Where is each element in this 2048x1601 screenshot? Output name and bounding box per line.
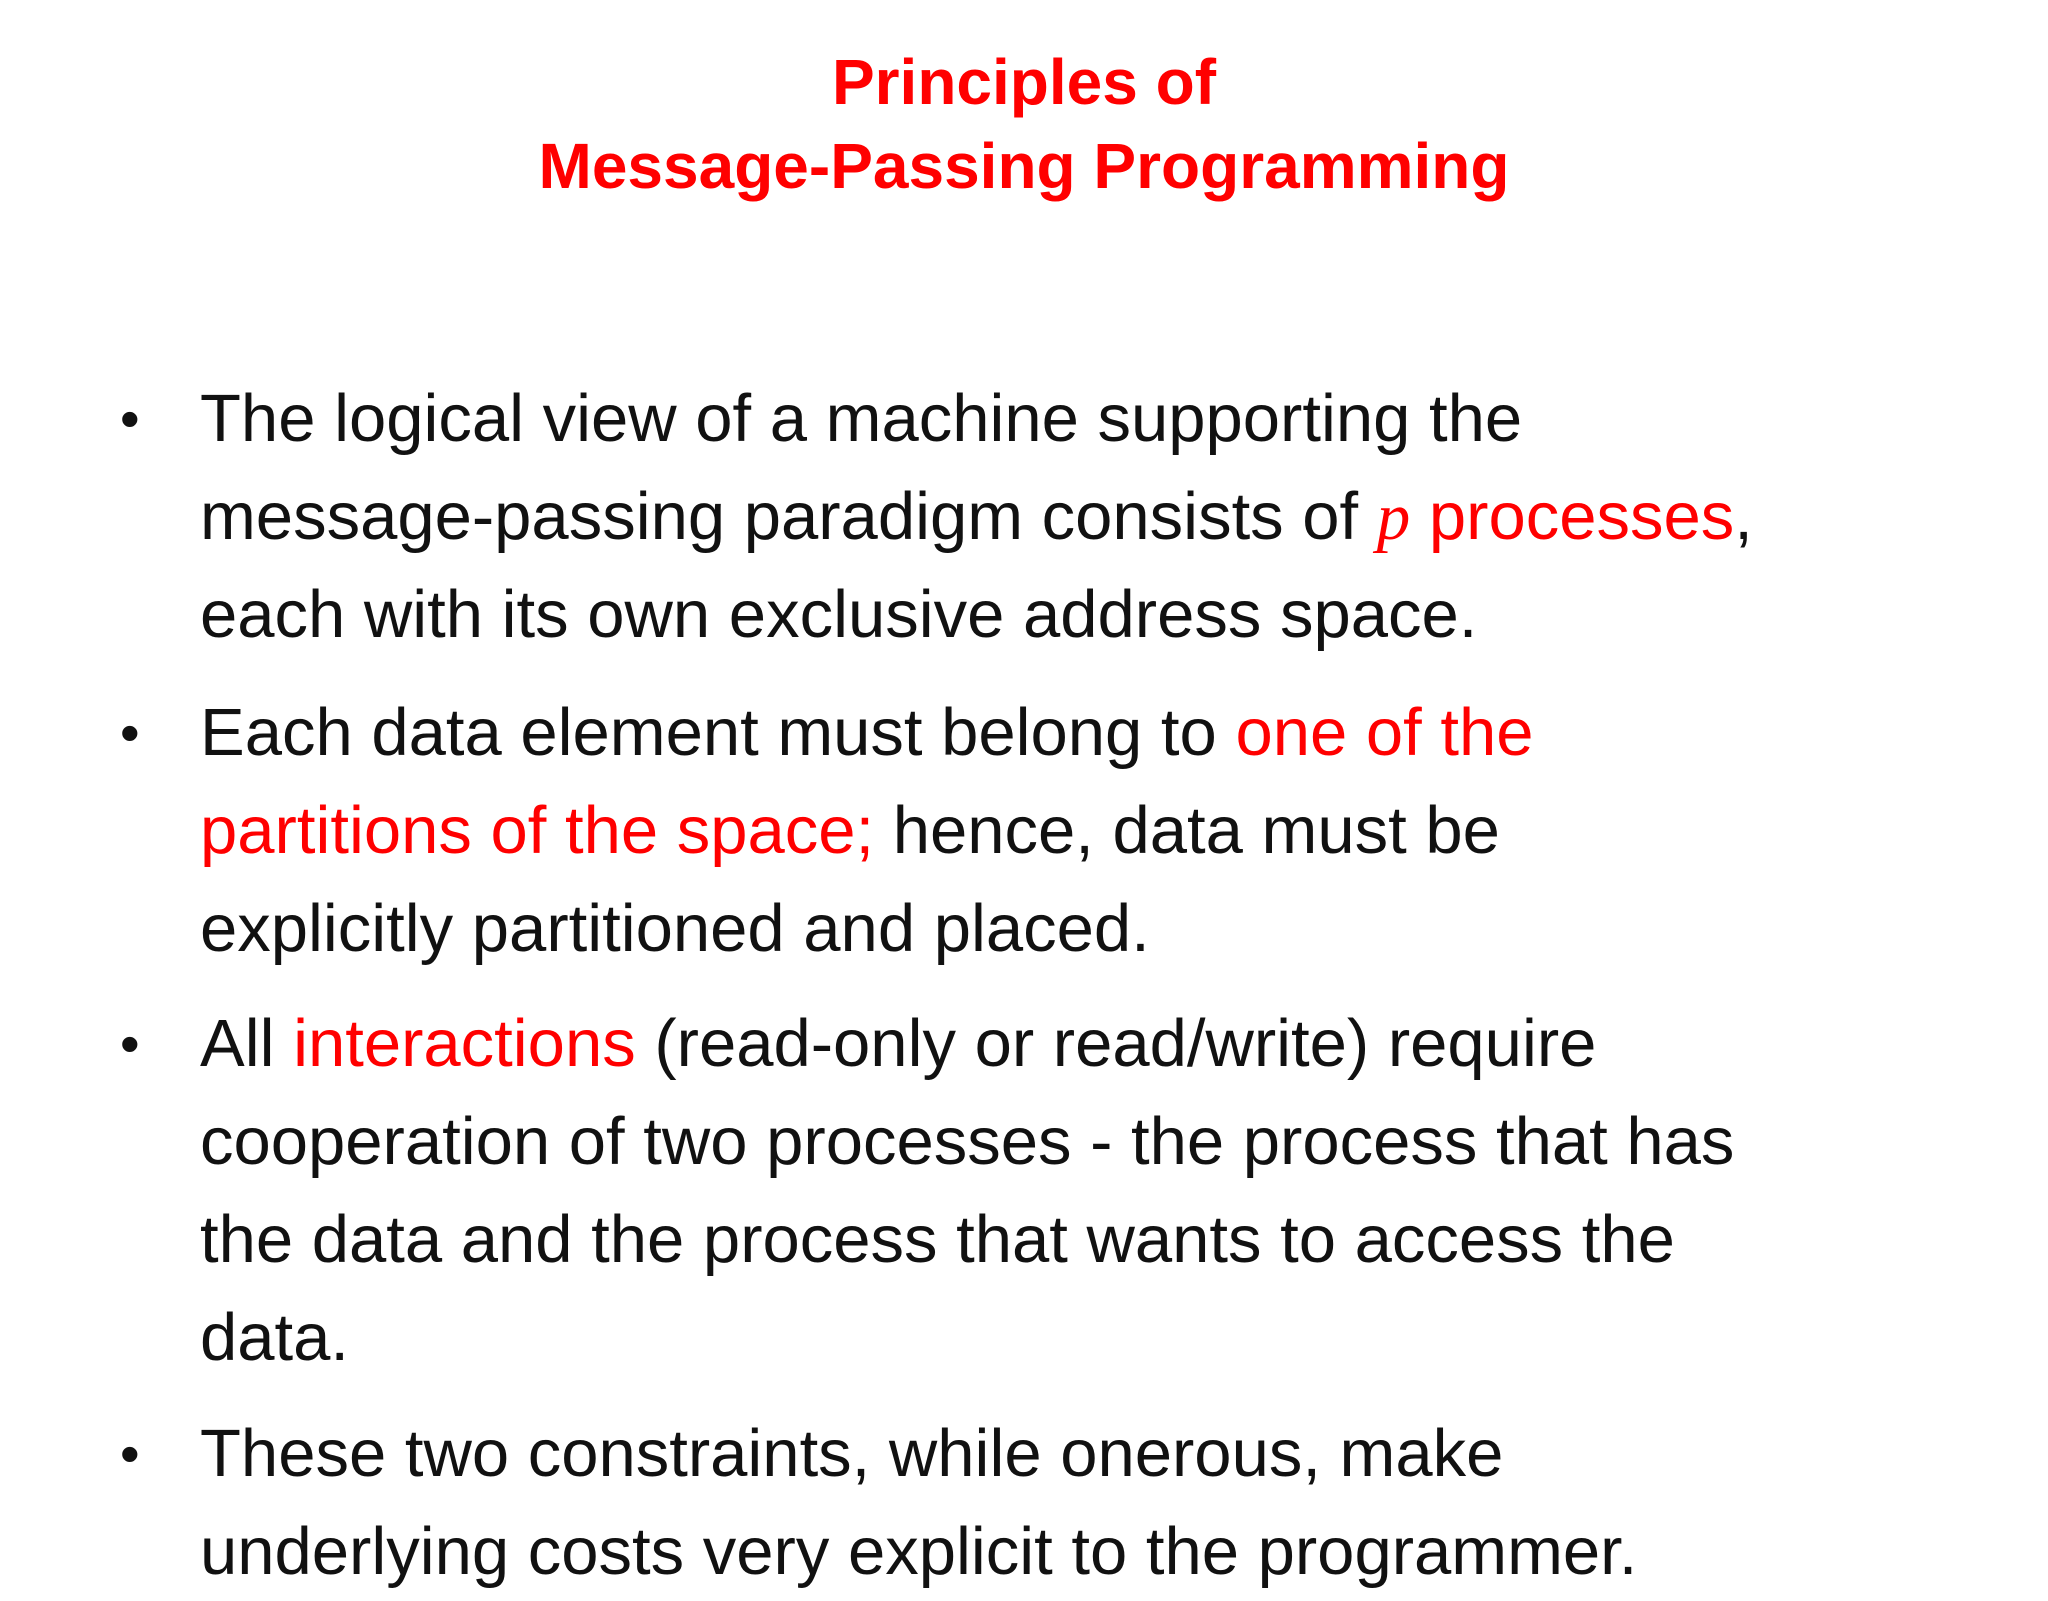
- bullet-3-line-1: [200, 995, 1960, 1093]
- bullet-3-line-3: the data and the process that wants to access the: [200, 1202, 1675, 1277]
- bullet-1-line-2: [200, 468, 1960, 566]
- bullet-marker: •: [120, 1012, 140, 1075]
- bullet-1-line-3: each with its own exclusive address space.: [200, 577, 1478, 652]
- bullet-4-line-2: underlying costs very explicit to the programmer.: [200, 1514, 1638, 1589]
- bullet-2-line-1-text: Each data element must belong to: [200, 695, 1236, 770]
- bullet-1-line-1: The logical view of a machine supporting the: [200, 381, 1523, 456]
- bullet-4-line-1: These two constraints, while onerous, make: [200, 1416, 1504, 1491]
- variable-p: p: [1376, 480, 1411, 554]
- bullet-1-line-2-text: message-passing paradigm consists of: [200, 479, 1377, 554]
- bullet-3-line-4: data.: [200, 1300, 350, 1375]
- title-line-2: Message-Passing Programming: [538, 130, 1510, 202]
- bullet-marker: •: [120, 701, 140, 764]
- bullet-1-line-2-comma: ,: [1734, 479, 1753, 554]
- bullet-2-line-2-text: hence, data must be: [874, 793, 1500, 868]
- bullet-marker: •: [120, 387, 140, 450]
- bullet-2-line-3: explicitly partitioned and placed.: [200, 891, 1150, 966]
- bullet-3-line-1-end: (read-only or read/write) require: [635, 1006, 1597, 1081]
- highlight-one-of-the: one of the: [1235, 695, 1534, 770]
- bullet-2-line-1: [200, 684, 1960, 782]
- bullet-item-4: [120, 1405, 1960, 1601]
- bullet-3-line-2: cooperation of two processes - the process that has: [200, 1104, 1735, 1179]
- highlight-interactions: interactions: [293, 1006, 636, 1081]
- bullet-2-line-2: [200, 782, 1960, 880]
- bullet-item-3: [120, 995, 1960, 1387]
- bullet-item-2: [120, 684, 1960, 978]
- bullet-item-1: [120, 370, 1960, 664]
- bullet-marker: •: [120, 1422, 140, 1485]
- bullet-3-line-1-start: All: [200, 1006, 294, 1081]
- title-line-1: Principles of: [831, 46, 1217, 118]
- highlight-processes: processes: [1410, 479, 1735, 554]
- highlight-partitions: partitions of the space;: [200, 793, 875, 868]
